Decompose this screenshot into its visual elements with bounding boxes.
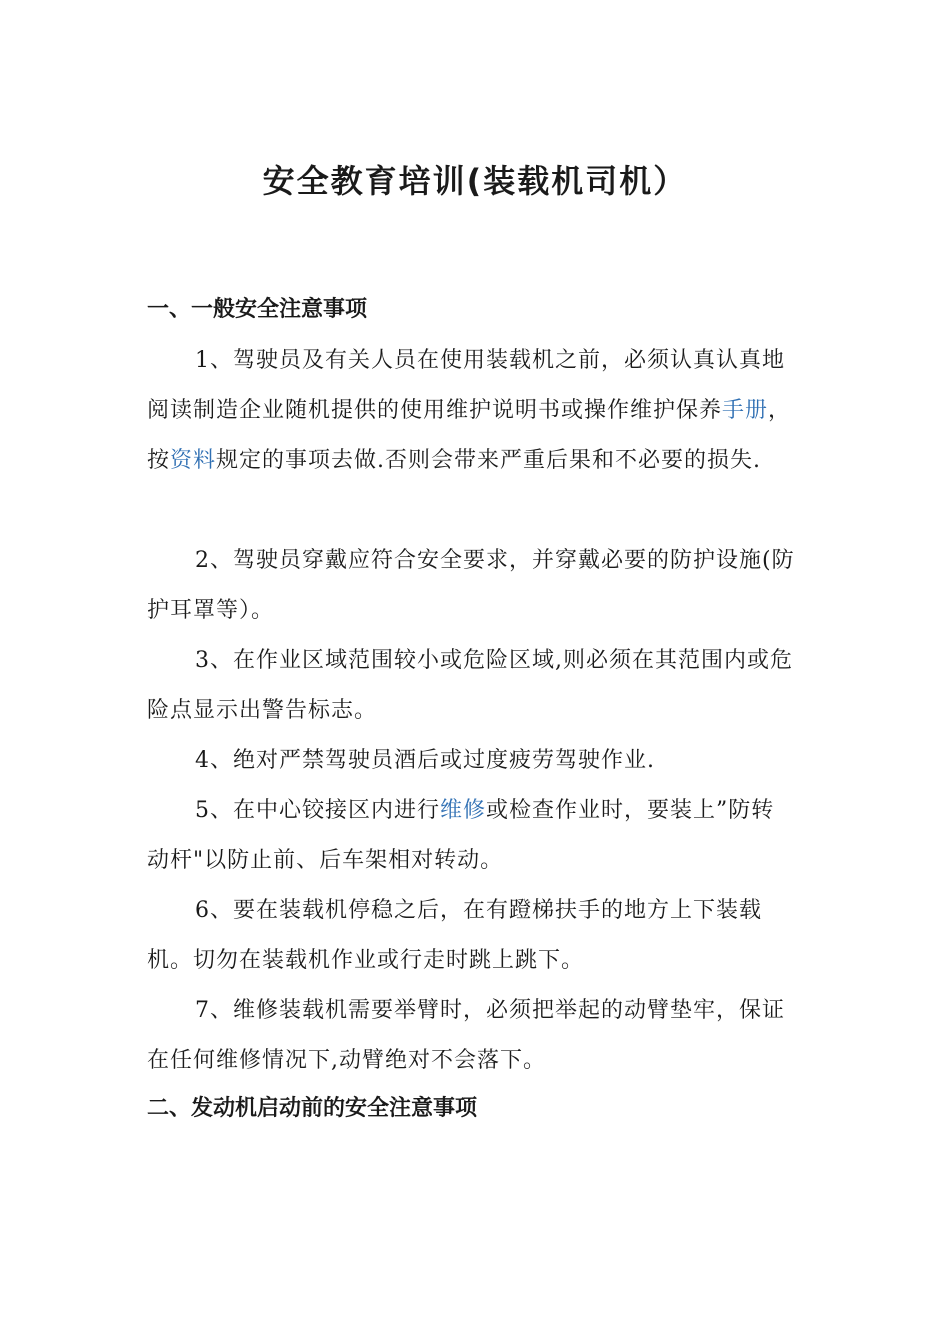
section-heading-engine-start: 二、发动机启动前的安全注意事项	[147, 1096, 478, 1121]
paragraph-3: 3、在作业区域范围较小或危险区域,则必须在其范围内或危险点显示出警告标志。	[147, 648, 793, 723]
paragraph-1-text-a: 1、驾驶员及有关人员在使用装载机之前，必须认真认真地阅读制造企业随机提供的使用维护说明书或操作维护保养	[147, 348, 785, 423]
paragraph-1-text-c: 规定的事项去做.否则会带来严重后果和不必要的损失.	[216, 448, 762, 473]
paragraph-4: 4、绝对严禁驾驶员酒后或过度疲劳驾驶作业.	[195, 748, 655, 773]
paragraph-6: 6、要在装载机停稳之后，在有蹬梯扶手的地方上下装载机。切勿在装载机作业或行走时跳上跳下。	[147, 898, 762, 973]
paragraph-5	[147, 786, 797, 886]
paragraph-1-text-b: ，按	[147, 398, 792, 473]
paragraph-7: 7、维修装载机需要举臂时，必须把举起的动臂垫牢，保证在任何维修情况下,动臂绝对不会落下。	[147, 998, 785, 1073]
document-title: 安全教育培训(装载机司机）	[262, 162, 688, 200]
paragraph-5-text-a: 5、在中心铰接区内进行	[195, 798, 440, 823]
paragraph-5-text-b: 或检查作业时，要装上”防转动杆"以防止前、后车架相对转动。	[147, 798, 775, 873]
materials-link[interactable]: 资料	[170, 448, 217, 473]
paragraph-1	[147, 336, 797, 486]
section-heading-general-safety: 一、一般安全注意事项	[147, 297, 368, 322]
paragraph-2: 2、驾驶员穿戴应符合安全要求，并穿戴必要的防护设施(防护耳罩等）。	[147, 548, 795, 623]
maintenance-link[interactable]: 维修	[440, 798, 487, 823]
manual-link[interactable]: 手册	[722, 398, 769, 423]
